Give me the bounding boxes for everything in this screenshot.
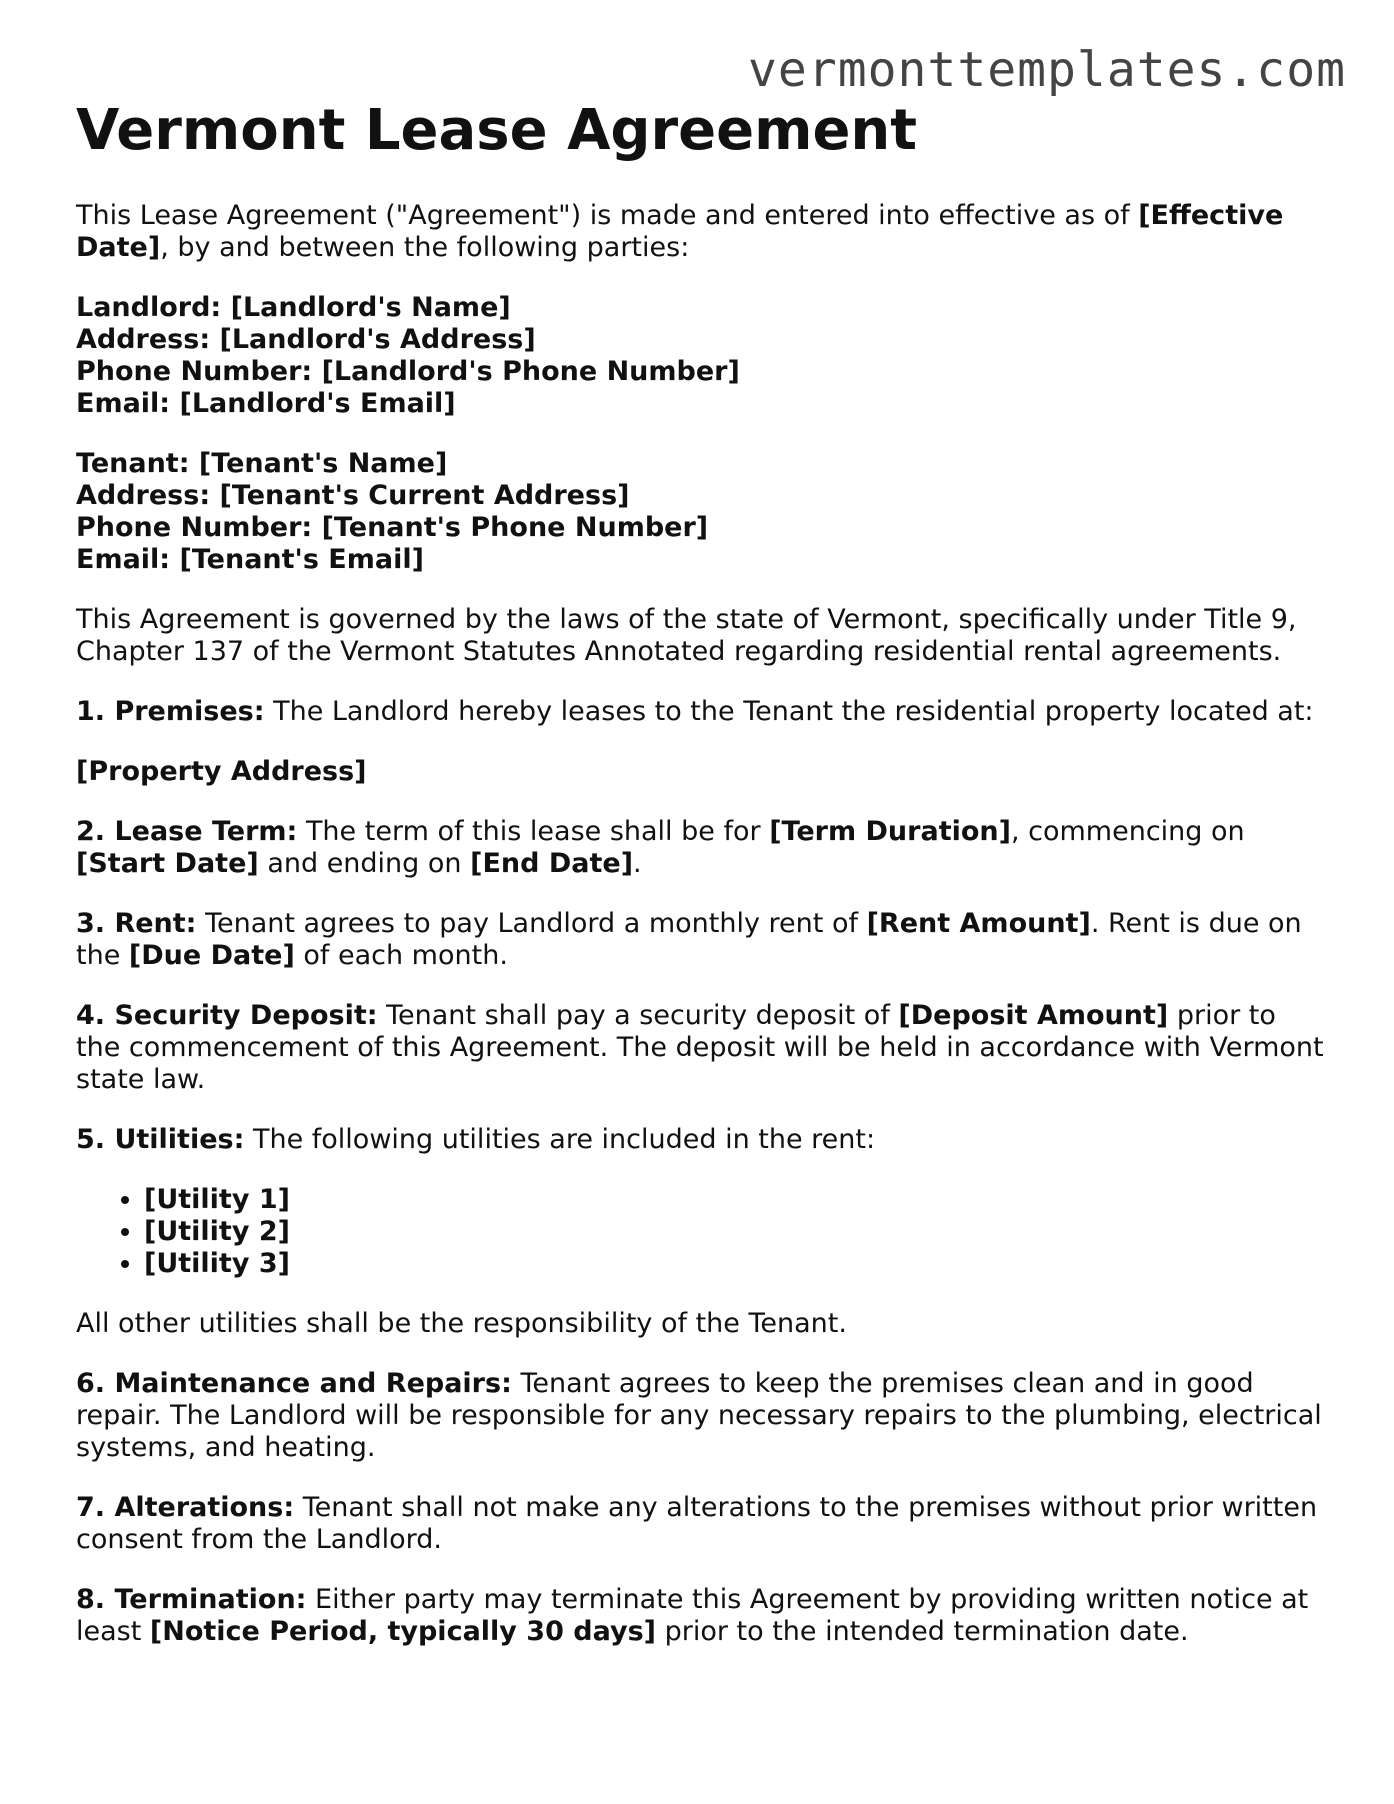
section-alterations (76, 1492, 1326, 1556)
section-heading: 5. Utilities: (76, 1124, 245, 1155)
document-body (76, 98, 1326, 1648)
tenant-phone: Phone Number: [Tenant's Phone Number] (76, 512, 709, 543)
section-text: of each month. (294, 940, 508, 971)
list-item: • [Utility 3] (144, 1248, 1326, 1280)
section-text: The following utilities are included in the rent: (244, 1124, 876, 1155)
section-text: The Landlord hereby leases to the Tenant the residential property located at: (264, 696, 1314, 727)
tenant-details (76, 448, 1326, 576)
section-text: Tenant shall pay a security deposit of (377, 1000, 899, 1031)
intro-text-end: , by and between the following parties: (160, 232, 690, 263)
term-duration-placeholder: [Term Duration] (769, 816, 1011, 847)
landlord-phone: Phone Number: [Landlord's Phone Number] (76, 356, 740, 387)
section-text: Either party may terminate this Agreement by providing written notice at least (76, 1584, 1309, 1647)
section-heading: 3. Rent: (76, 908, 197, 939)
section-heading: 8. Termination: (76, 1584, 307, 1615)
landlord-name: Landlord: [Landlord's Name] (76, 292, 511, 323)
section-heading: 7. Alterations: (76, 1492, 295, 1523)
start-date-placeholder: [Start Date] (76, 848, 259, 879)
section-termination (76, 1584, 1326, 1648)
intro-paragraph (76, 200, 1326, 264)
intro-text: This Lease Agreement ("Agreement") is made and entered into effective as of (76, 200, 1139, 231)
section-text: Tenant agrees to keep the premises clean and in good repair. The Landlord will be responsible for any necessary repairs to the plumbing, electrical systems, and heating. (76, 1368, 1322, 1463)
section-lease-term (76, 816, 1326, 880)
notice-period-placeholder: [Notice Period, typically 30 days] (149, 1616, 656, 1647)
tenant-address: Address: [Tenant's Current Address] (76, 480, 630, 511)
section-text: . (633, 848, 642, 879)
section-text: . Rent is due on the (76, 908, 1302, 971)
section-security-deposit (76, 1000, 1326, 1096)
property-address: [Property Address] (76, 756, 367, 787)
landlord-email: Email: [Landlord's Email] (76, 388, 456, 419)
tenant-email: Email: [Tenant's Email] (76, 544, 424, 575)
section-text: Tenant agrees to pay Landlord a monthly rent of (196, 908, 867, 939)
rent-amount-placeholder: [Rent Amount] (866, 908, 1091, 939)
utilities-other: All other utilities shall be the responsibility of the Tenant. (76, 1308, 847, 1339)
property-address-placeholder (76, 756, 1326, 788)
section-rent (76, 908, 1326, 972)
deposit-amount-placeholder: [Deposit Amount] (898, 1000, 1169, 1031)
section-text: , commencing on (1010, 816, 1245, 847)
section-heading: 6. Maintenance and Repairs: (76, 1368, 512, 1399)
section-text: prior to the intended termination date. (656, 1616, 1189, 1647)
list-item: • [Utility 2] (144, 1216, 1326, 1248)
section-heading: 4. Security Deposit: (76, 1000, 378, 1031)
document-title: Vermont Lease Agreement (76, 98, 918, 163)
list-item: • [Utility 1] (144, 1184, 1326, 1216)
section-heading: 2. Lease Term: (76, 816, 298, 847)
section-text: and ending on (258, 848, 471, 879)
section-utilities (76, 1124, 1326, 1156)
section-maintenance (76, 1368, 1326, 1464)
section-text: Tenant shall not make any alterations to the premises without prior written consent from the Landlord. (76, 1492, 1318, 1555)
landlord-details (76, 292, 1326, 420)
section-premises (76, 696, 1326, 728)
watermark: vermonttemplates.com (748, 42, 1346, 98)
end-date-placeholder: [End Date] (470, 848, 634, 879)
effective-date-placeholder: [Effective Date] (76, 200, 1284, 263)
section-heading: 1. Premises: (76, 696, 265, 727)
utilities-list (76, 1184, 1326, 1280)
landlord-address: Address: [Landlord's Address] (76, 324, 536, 355)
section-text: The term of this lease shall be for (297, 816, 770, 847)
section-text: prior to the commencement of this Agreement. The deposit will be held in accordance with Vermont state law. (76, 1000, 1324, 1095)
governing-law-paragraph: This Agreement is governed by the laws of the state of Vermont, specifically under Title 9, Chapter 137 of the Vermont Statutes Annotated regarding residential rental agreements. (76, 604, 1297, 667)
due-date-placeholder: [Due Date] (128, 940, 295, 971)
tenant-name: Tenant: [Tenant's Name] (76, 448, 448, 479)
